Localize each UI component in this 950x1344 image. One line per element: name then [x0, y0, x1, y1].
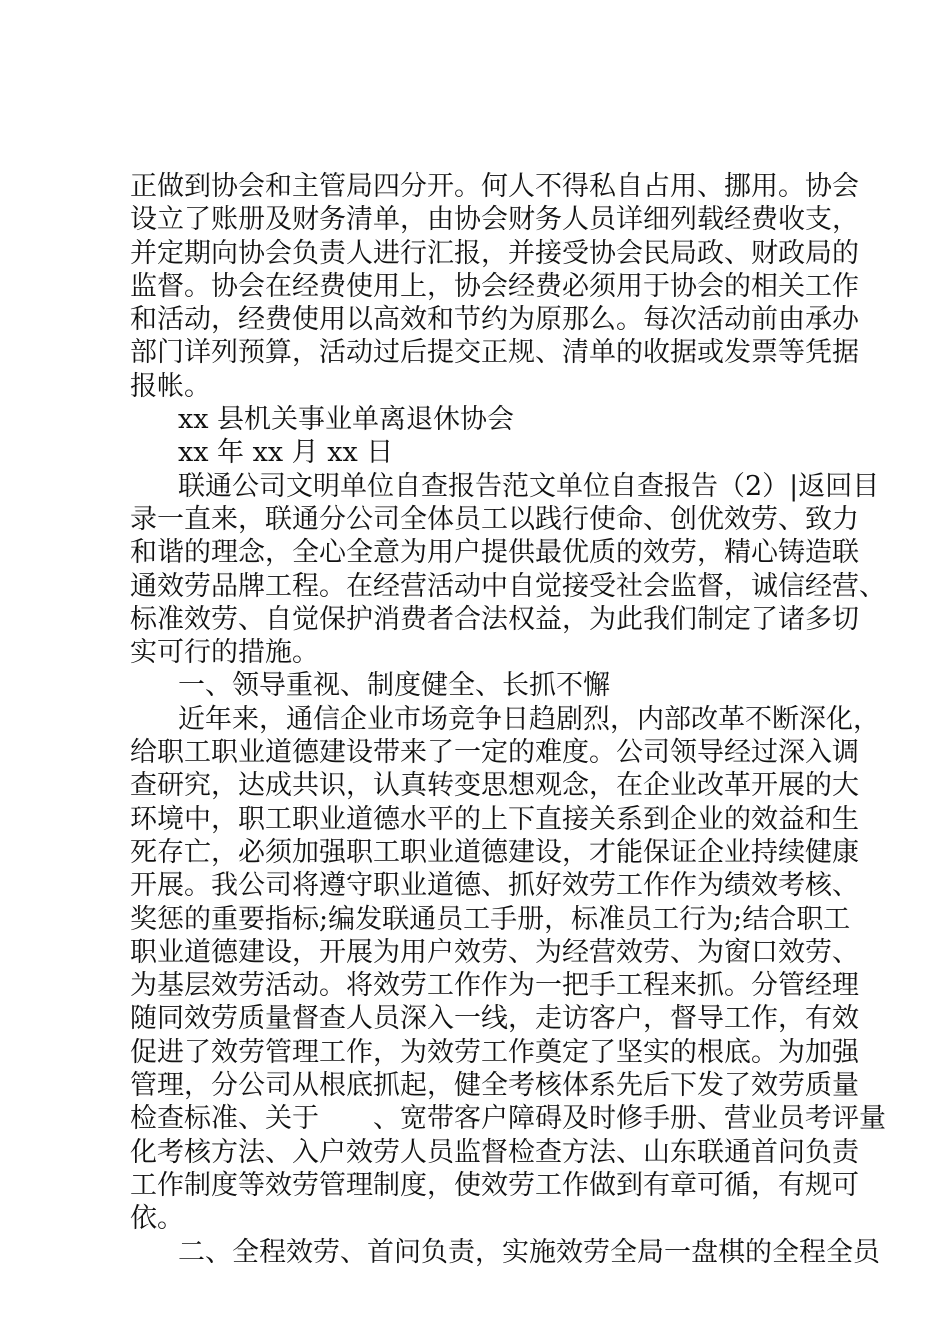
text-line: 职业道德建设，开展为用户效劳、为经营效劳、为窗口效劳、	[130, 936, 859, 968]
text-line: 工作制度等效劳管理制度，使效劳工作做到有章可循，有规可	[130, 1169, 859, 1201]
text-line: 部门详列预算，活动过后提交正规、清单的收据或发票等凭据	[130, 337, 859, 369]
text-line: 设立了账册及财务清单，由协会财务人员详细列载经费收支，	[130, 204, 859, 236]
text-line: 和谐的理念，全心全意为用户提供最优质的效劳，精心铸造联	[130, 537, 859, 569]
text-line: 报帐。	[130, 370, 211, 402]
section-title-line: 联通公司文明单位自查报告范文单位自查报告（2）|返回目	[178, 470, 880, 502]
text-line: 监督。协会在经费使用上，协会经费必须用于协会的相关工作	[130, 270, 859, 302]
signature-organization: xx 县机关事业单离退休协会	[178, 404, 515, 436]
text-line: 查研究，达成共识，认真转变思想观念，在企业改革开展的大	[130, 770, 859, 802]
text-line: 给职工职业道德建设带来了一定的难度。公司领导经过深入调	[130, 737, 859, 769]
heading-2: 二、全程效劳、首问负责，实施效劳全局一盘棋的全程全员	[178, 1236, 880, 1268]
text-line: 标准效劳、自觉保护消费者合法权益，为此我们制定了诸多切	[130, 603, 859, 635]
signature-date: xx 年 xx 月 xx 日	[178, 437, 394, 469]
text-line: 依。	[130, 1203, 184, 1235]
text-line: 实可行的措施。	[130, 637, 319, 669]
text-line: 和活动，经费使用以高效和节约为原那么。每次活动前由承办	[130, 304, 859, 336]
text-line: 开展。我公司将遵守职业道德、抓好效劳工作作为绩效考核、	[130, 870, 859, 902]
paragraph-start: 近年来，通信企业市场竞争日趋剧烈，内部改革不断深化，	[178, 703, 880, 735]
document-body	[130, 170, 886, 1269]
text-line: 为基层效劳活动。将效劳工作作为一把手工程来抓。分管经理	[130, 970, 859, 1002]
text-line: 死存亡，必须加强职工职业道德建设，才能保证企业持续健康	[130, 836, 859, 868]
text-line: 通效劳品牌工程。在经营活动中自觉接受社会监督，诚信经营、	[130, 570, 886, 602]
text-line: 促进了效劳管理工作，为效劳工作奠定了坚实的根底。为加强	[130, 1036, 859, 1068]
text-line: 正做到协会和主管局四分开。何人不得私自占用、挪用。协会	[130, 171, 859, 202]
heading-1: 一、领导重视、制度健全、长抓不懈	[178, 670, 610, 702]
text-line: 化考核方法、入户效劳人员监督检查方法、山东联通首问负责	[130, 1136, 859, 1168]
text-line: 检查标准、关于 、宽带客户障碍及时修手册、营业员考评量	[130, 1103, 886, 1135]
text-line: 管理，分公司从根底抓起，健全考核体系先后下发了效劳质量	[130, 1070, 859, 1102]
text-line: 并定期向协会负责人进行汇报，并接受协会民局政、财政局的	[130, 237, 859, 269]
text-line: 环境中，职工职业道德水平的上下直接关系到企业的效益和生	[130, 803, 859, 835]
text-line: 奖惩的重要指标;编发联通员工手册，标准员工行为;结合职工	[130, 903, 851, 935]
text-line: 录一直来，联通分公司全体员工以践行使命、创优效劳、致力	[130, 503, 859, 535]
text-line: 随同效劳质量督查人员深入一线，走访客户，督导工作，有效	[130, 1003, 859, 1035]
